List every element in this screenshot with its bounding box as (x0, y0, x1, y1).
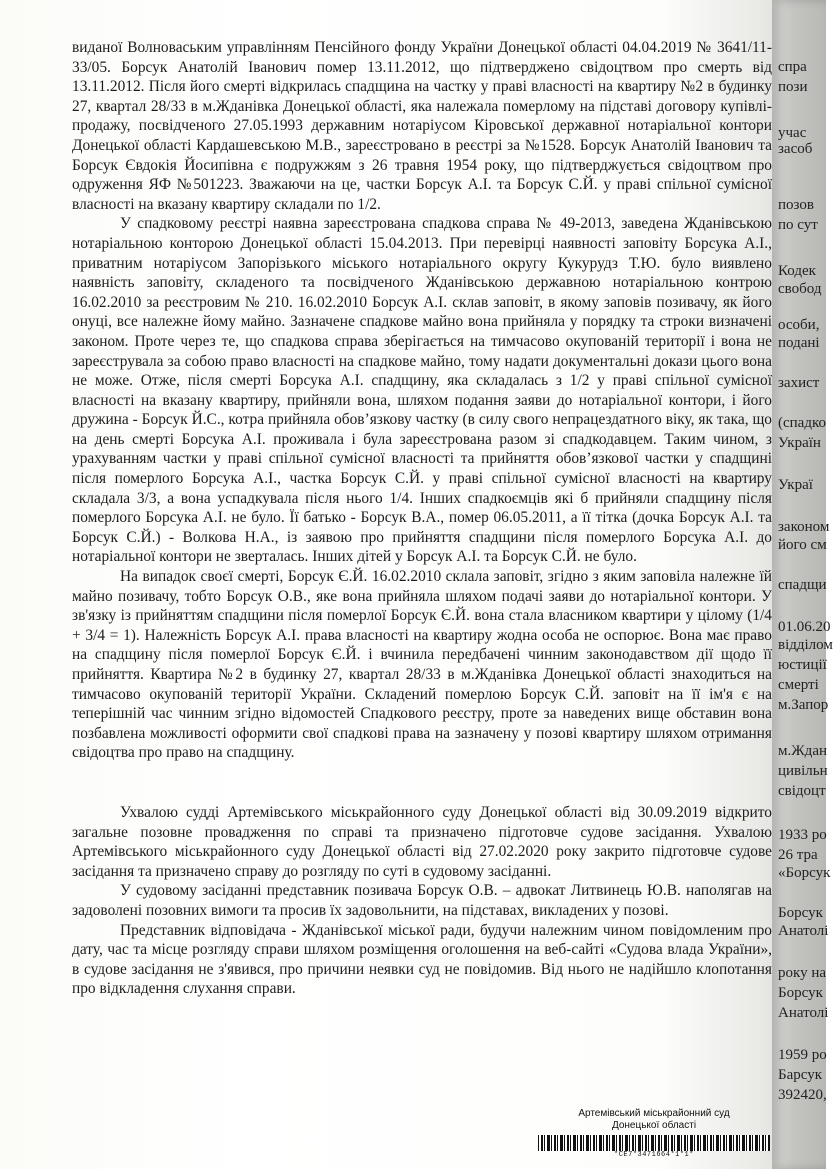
next-page-fragment: його см (778, 537, 827, 553)
next-page-fragment: законом (778, 519, 830, 535)
stamp-region: Донецької області (611, 1120, 697, 1131)
next-page-fragment: року на (778, 965, 827, 981)
paragraph-court-rulings: Ухвалою судді Артемівського міськрайонного суду Донецької області від 30.09.2019 відкрито загальне позовне провадження по справі та призначено підготовче судове засідання. Ухвалою Артемівського міськрайонного суду Донецької області від 27.02.2020 року закрито підготовче судове засідання та призначено справу до розгляду по суті в судовому засіданні. (72, 803, 772, 880)
paragraph-plaintiff-representative: У судовому засіданні представник позивача Борсук О.В. – адвокат Литвинець Ю.В. наполягав на задоволені позовних вимоги та просив їх задовольнити, на підставах, викладених у позові. (72, 882, 772, 919)
barcode (538, 1135, 770, 1151)
next-page-fragment: 01.06.20 (778, 619, 831, 635)
next-page-fragment: цивільн (778, 763, 828, 779)
next-page-fragment: відділом (778, 637, 833, 653)
next-page-fragment: 26 тра (778, 847, 818, 863)
next-page-fragment: Анатолі (778, 1005, 829, 1021)
next-page-fragment: свідоцт (778, 783, 826, 799)
next-page-fragment: Борсук (778, 905, 823, 921)
next-page-fragment: Україн (778, 435, 821, 451)
paragraph-gap (72, 763, 772, 803)
paragraph-will: На випадок своєї смерті, Борсук Є.Й. 16.02.2010 склала заповіт, згідно з яким заповіла належне їй майно позивачу, тобто Борсук О.В., яке вона прийняла шляхом подачі заяви до нотаріальної контори. У зв'язку із прийняттям спадщини після померлої Борсук Є.Й. вона стала власником квартири у цілому (1/4 + 3/4 = 1). Належність Борсук А.І. права власності на квартиру жодна особа не оспорює. Вона має право на спадщину після померлої Борсук Є.Й. і вчинила передбачені чинним законодавством дії щодо її прийняття. Квартира №2 в будинку 27, квартал 28/33 в м.Жданівка Донецької області знаходиться на тимчасово окупованій території України. Складений померлою Борсук С.Й. заповіт на її ім'я є на теперішній час чинним згідно відомостей Спадкового реєстру, проте за наведених вище обставин вона позбавлена можливості оформити свої спадкові права на зазначену у позові квартиру шляхом отримання свідоцтва про право на спадщину. (72, 568, 772, 762)
main-text (72, 38, 772, 999)
next-page-fragment: 1959 ро (778, 1047, 827, 1063)
next-page-fragment: м.Запор (778, 697, 829, 713)
stamp-court-name: Артемівський міськрайонний суд (578, 1108, 730, 1119)
next-page-edge (772, 0, 833, 1169)
next-page-fragment: Кодек (778, 263, 816, 279)
barcode-number: *СЕ7*3471664*1*1* (614, 1151, 694, 1159)
next-page-fragment: 1933 ро (778, 827, 827, 843)
paragraph-inheritance-registry: У спадковому реєстрі наявна зареєстрована спадкова справа № 49-2013, заведена Жданівською нотаріальною конторою Донецької області 15.04.2013. При перевірці наявності заповіту Борсука А.І., приватним нотаріусом Запорізького міського нотаріального округу Кукурудз Т.Ю. було виявлено наявність заповіту, складеного та посвідченого Жданівською державною нотаріальною контрою 16.02.2010 за реєстровим № 210. 16.02.2010 Борсук А.І. склав заповіт, в якому заповів позивачу, як його онуці, все належне йому майно. Зазначене спадкове майно вона прийняла у порядку та строки визначені законом. Проте через те, що спадкова справа зберігається на тимчасово окупованій території і вона не зареєструвала за собою право власності на спадкове майно, тому надати документальні докази цього вона не може. Отже, після смерті Борсука А.І. спадщину, яка складалась з 1/2 у праві спільної сумісної власності на вказану квартиру, прийняли вона, шляхом подання заяви до нотаріальної контори, і його дружина - Борсук Й.С., котра прийняла обов’язкову частку (в силу свого непрацездатного віку, як така, що на день смерті Борсука А.І. проживала і була зареєстрована разом зі спадкодавцем. Таким чином, з урахуванням частки у праві спільної сумісної власності та прийняття обов’язкової частки у спадщині після померлого Борсука А.І., частка Борсук С.Й. у праві спільної сумісної власності на квартиру складала 3/3, а вона успадкувала після нього 1/4. Інших спадкоємців які б прийняли спадщину після померлого Борсука А.І. не було. Її батько - Борсук В.А., помер 06.05.2011, а її тітка (дочка Борсук А.І. та Борсук С.Й.) - Волкова Н.А., із заявою про прийняття спадщини після померлого Борсука А.І. до нотаріальної контори не зверталась. Інших дітей у Борсук А.І. та Борсук С.Й. не було. (72, 215, 772, 566)
next-page-fragment: «Борсук (778, 865, 831, 881)
next-page-fragment: Анатолі (778, 923, 829, 939)
next-page-fragment: позов (778, 197, 814, 213)
court-stamp (534, 1108, 774, 1159)
paragraph-defendant-representative: Представник відповідача - Жданівської міської ради, будучи належним чином повідомленим про дату, час та місце розгляду справи шляхом розміщення оголошення на веб-сайті «Судова влада України», в судове засідання не з'явився, про причини неявки суд не повідомив. Від нього не надійшло клопотання про відкладення слухання справи. (72, 921, 772, 998)
next-page-fragment: особи, (778, 317, 820, 333)
next-page-fragment: спра (778, 59, 807, 75)
next-page-fragment: спадщи (778, 577, 827, 593)
next-page-fragment: 392420, (778, 1087, 827, 1103)
next-page-fragment: Борсук (778, 985, 823, 1001)
next-page-fragment: учас (778, 125, 807, 141)
next-page-fragment: Барсук (778, 1067, 823, 1083)
next-page-fragment: засоб (778, 141, 813, 157)
next-page-fragment: юстиції (778, 657, 827, 673)
next-page-fragment: пози (778, 79, 808, 95)
next-page-fragment: Украї (778, 477, 813, 493)
next-page-fragment: подані (778, 335, 820, 351)
next-page-fragment: смерті (778, 677, 819, 693)
paragraph-continuation: виданої Волноваським управлінням Пенсійного фонду України Донецької області 04.04.2019 № 3641/11-33/05. Борсук Анатолій Іванович помер 13.11.2012, що підтверджено свідоцтвом про смерть від 13.11.2012. Після його смерті відкрилась спадщина на частку у праві власності на квартиру №2 в будинку 27, квартал 28/33 в м.Жданівка Донецької області, яка належала померлому на підставі договору купівлі-продажу, посвідченого 27.05.1993 державним нотаріусом Кіровської державної нотаріальної контори Донецької області Кардашевською М.В., зареєстровано в реєстрі за №1528. Борсук Анатолій Іванович та Борсук Євдокія Йосипівна є подружжям з 26 травня 1954 року, що підтверджується свідоцтвом про одруження ЯФ №501223. Зважаючи на це, частки Борсук А.І. та Борсук С.Й. у праві спільної сумісної власності на вказану квартиру складали по 1/2. (72, 39, 772, 213)
next-page-fragment: захист (778, 375, 820, 391)
next-page-fragment: м.Ждан (778, 743, 827, 759)
next-page-fragment: (спадко (778, 415, 826, 431)
next-page-fragment: свобод (778, 281, 822, 297)
next-page-fragment: по сут (778, 217, 818, 233)
